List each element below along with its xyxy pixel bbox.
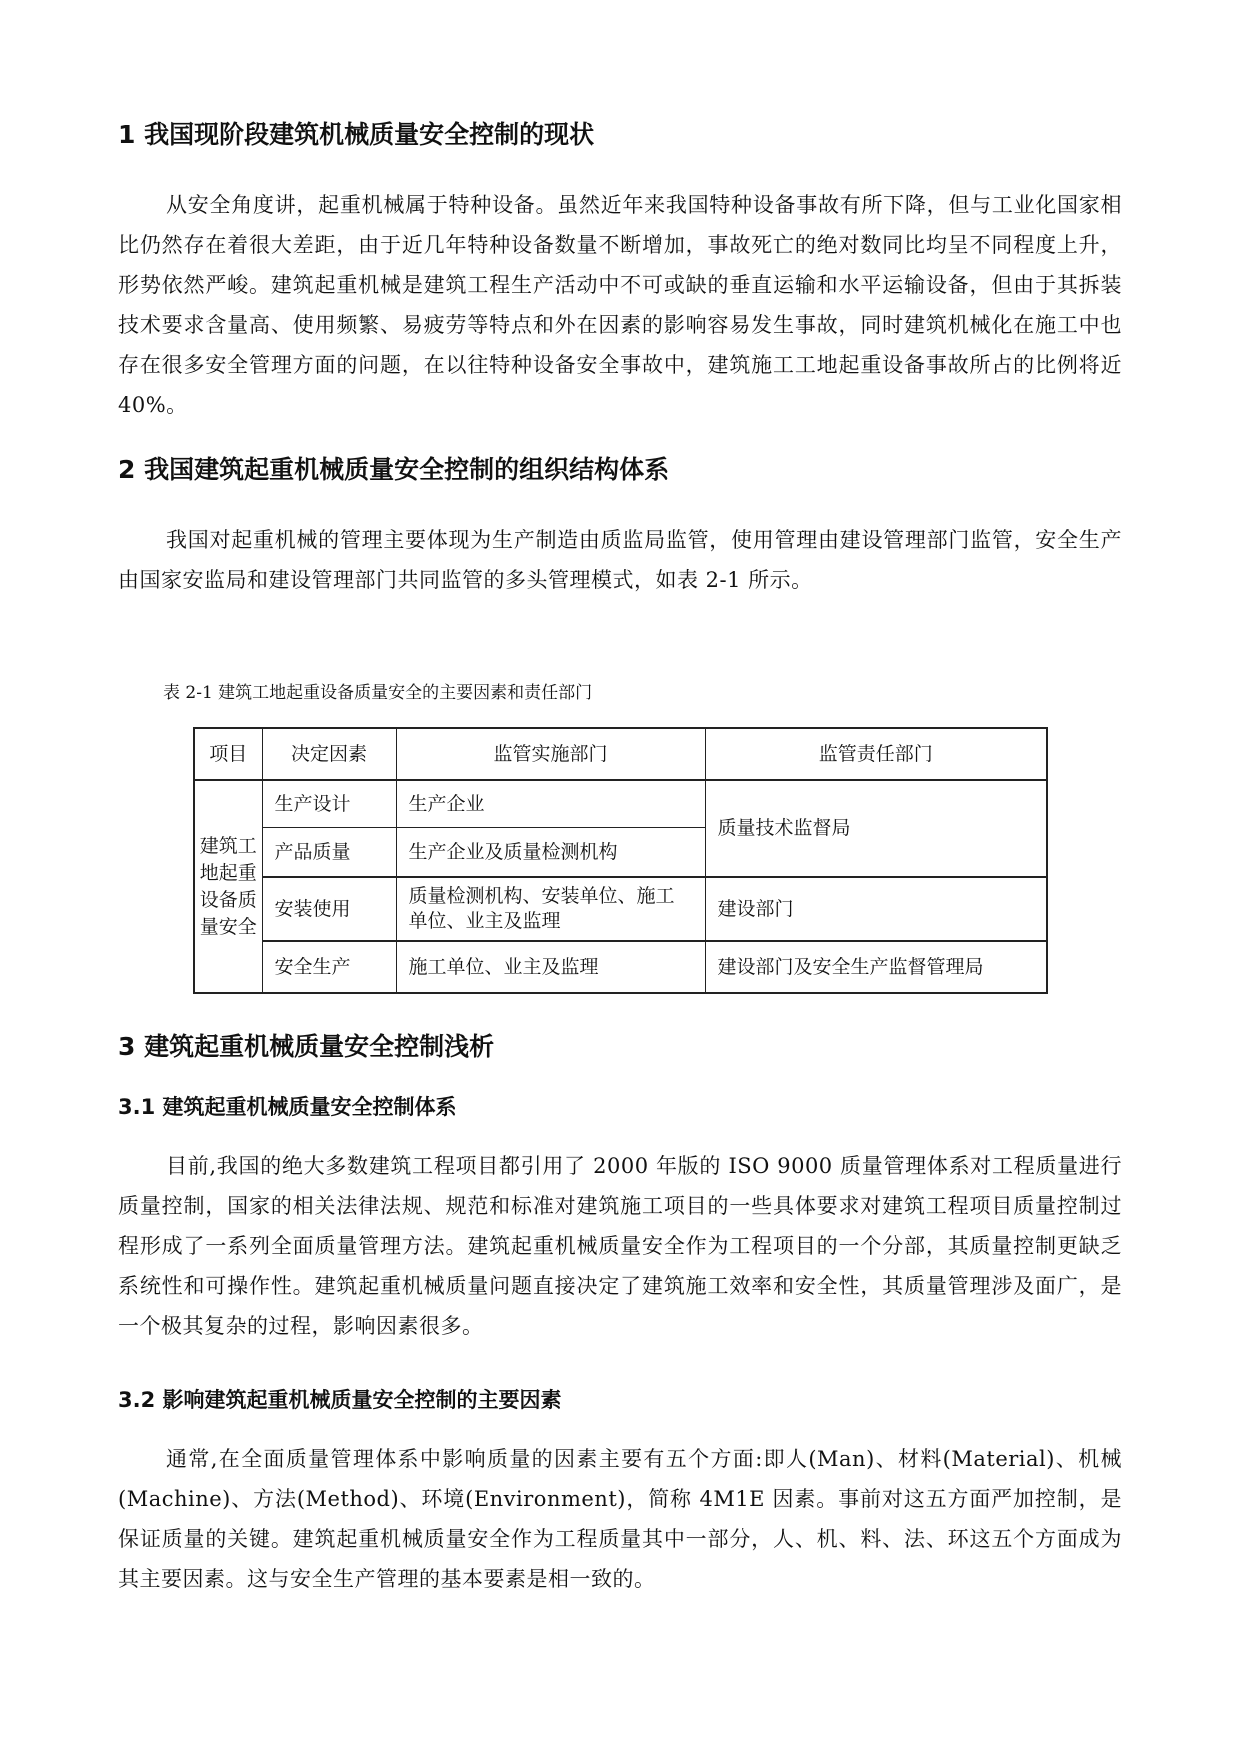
table-header-cell: 监管责任部门 [705,728,1047,780]
section-3-1-heading: 3.1 建筑起重机械质量安全控制体系 [118,1095,457,1119]
section-3-1-paragraph: 目前,我国的绝大多数建筑工程项目都引用了 2000 年版的 ISO 9000 质量管理体系对工程质量进行质量控制，国家的相关法律法规、规范和标准对建筑施工项目的一些具体要求对建筑工程项目质量控制过程形成了一系列全面质量管理方法。建筑起重机械质量安全作为工程项目的一个分部，其质量控制更缺乏系统性和可操作性。建筑起重机械质量问题直接决定了建筑施工效率和安全性，其质量管理涉及面广，是一个极其复杂的过程，影响因素很多。 [118,1154,1122,1338]
table-cell-factor: 产品质量 [262,828,396,878]
section-3-2-paragraph: 通常,在全面质量管理体系中影响质量的因素主要有五个方面:即人(Man)、材料(Material)、机械(Machine)、方法(Method)、环境(Environment)，简称 4M1E 因素。事前对这五方面严加控制，是保证质量的关键。建筑起重机械质量安全作为工程质量其中一部分，人、机、料、法、环这五个方面成为其主要因素。这与安全生产管理的基本要素是相一致的。 [118,1447,1122,1591]
table-cell-factor: 安装使用 [262,877,396,941]
table-cell-impl: 质量检测机构、安装单位、施工单位、业主及监理 [396,877,705,941]
section-3-2-heading: 3.2 影响建筑起重机械质量安全控制的主要因素 [118,1388,562,1412]
table-row [194,780,1047,828]
section-2-heading: 2 我国建筑起重机械质量安全控制的组织结构体系 [118,455,670,484]
table-cell-factor: 生产设计 [262,780,396,828]
section-1-paragraph: 从安全角度讲，起重机械属于特种设备。虽然近年来我国特种设备事故有所下降，但与工业化国家相比仍然存在着很大差距，由于近几年特种设备数量不断增加，事故死亡的绝对数同比均呈不同程度上升，形势依然严峻。建筑起重机械是建筑工程生产活动中不可或缺的垂直运输和水平运输设备，但由于其拆装技术要求含量高、使用频繁、易疲劳等特点和外在因素的影响容易发生事故，同时建筑机械化在施工中也存在很多安全管理方面的问题，在以往特种设备安全事故中，建筑施工工地起重设备事故所占的比例将近 40%。 [118,193,1122,417]
table-cell-resp: 建设部门及安全生产监督管理局 [705,941,1047,993]
table-caption: 表 2-1 建筑工地起重设备质量安全的主要因素和责任部门 [163,683,593,703]
section-3-heading: 3 建筑起重机械质量安全控制浅析 [118,1032,495,1061]
table-cell-impl: 施工单位、业主及监理 [396,941,705,993]
table-cell-impl: 生产企业 [396,780,705,828]
table-cell-resp: 建设部门 [705,877,1047,941]
table-header-cell: 决定因素 [262,728,396,780]
table-header-row [194,728,1047,780]
table-cell-impl: 生产企业及质量检测机构 [396,828,705,878]
table-row [194,877,1047,941]
table-header-cell: 项目 [194,728,262,780]
section-1-heading: 1 我国现阶段建筑机械质量安全控制的现状 [118,120,595,149]
section-2-paragraph: 我国对起重机械的管理主要体现为生产制造由质监局监管，使用管理由建设管理部门监管，安全生产由国家安监局和建设管理部门共同监管的多头管理模式，如表 2-1 所示。 [118,528,1122,592]
table-header-cell: 监管实施部门 [396,728,705,780]
table-cell-resp: 质量技术监督局 [705,780,1047,877]
regulation-table [193,727,1048,994]
table-row [194,941,1047,993]
table-cell-factor: 安全生产 [262,941,396,993]
table-item-cell: 建筑工地起重设备质量安全 [194,780,262,993]
